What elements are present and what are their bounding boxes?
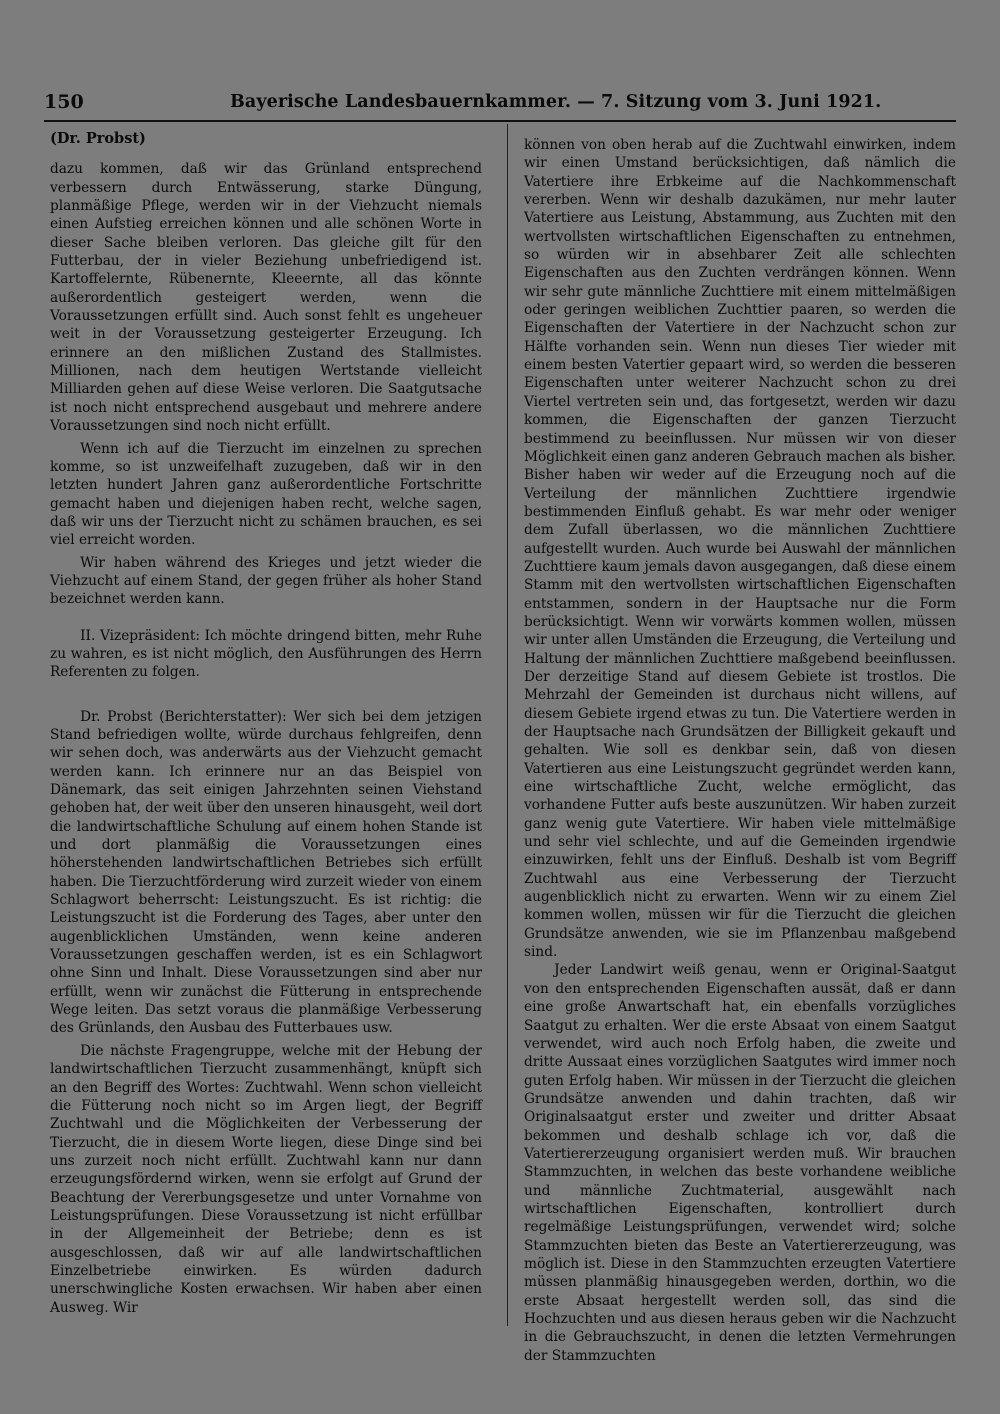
- paragraph: Wir haben während des Krieges und jetzt wieder die Viehzucht auf einem Stand, der gegen früher als hoher Stand bezeichnet werden kann.: [50, 554, 482, 608]
- column-divider: [507, 124, 508, 1326]
- paragraph: Wenn ich auf die Tierzucht im einzelnen zu sprechen komme, so ist unzweifelhaft zuzugeben, daß wir in den letzten hundert Jahren ganz außerordentliche Fortschritte gemacht haben und diejenigen haben recht, welche sagen, daß wir uns der Tierzucht nicht zu schämen brauchen, es sei viel erreicht worden.: [50, 440, 482, 549]
- paragraph: dazu kommen, daß wir das Grünland entsprechend verbessern durch Entwässerung, starke Düngung, planmäßige Pflege, werden wir in der Viehzucht niemals einen Aufstieg erreichen können und alle schönen Worte in dieser Sache bleiben verloren. Das gleiche gilt für den Futterbau, der in vieler Beziehung unbefriedigend ist. Kartoffelernte, Rübenernte, Kleeernte, all das könnte außerordentlich gesteigert werden, wenn die Voraussetzungen erfüllt sind. Auch sonst fehlt es ungeheuer weit in der Voraussetzung gesteigerter Erzeugung. Ich erinnere an den mißlichen Zustand des Stallmistes. Millionen, nach dem heutigen Wertstande vielleicht Milliarden gehen auf diese Weise verloren. Die Saatgutsache ist noch nicht entsprechend ausgebaut und mehrere andere Voraussetzungen sind noch nicht erfüllt.: [50, 161, 482, 435]
- running-header: Bayerische Landesbauernkammer. — 7. Sitzung vom 3. Juni 1921.: [230, 92, 882, 112]
- right-column: [524, 136, 956, 1365]
- paragraph: Die nächste Fragengruppe, welche mit der Hebung der landwirtschaftlichen Tierzucht zusammenhängt, knüpft sich an den Begriff des Wortes: Zuchtwahl. Wenn schon vielleicht die Fütterung noch nicht so im Argen liegt, der Begriff Zuchtwahl und die Möglichkeiten der Verbesserung der Tierzucht, die in diesem Worte liegen, diese Dinge sind bei uns zurzeit noch nicht erfüllt. Zuchtwahl kann nur dann erzeugungsfördernd wirken, wenn sie erfolgt auf Grund der Beachtung der Vererbungsgesetze und unter Vornahme von Leistungsprüfungen. Diese Voraussetzung ist nicht erfüllbar in der Allgemeinheit der Betriebe; denn es ist ausgeschlossen, daß wir auf alle landwirtschaftlichen Einzelbetriebe einwirken. Es würden dadurch unerschwingliche Kosten erwachsen. Wir haben aber einen Ausweg. Wir: [50, 1042, 482, 1316]
- paragraph: Jeder Landwirt weiß genau, wenn er Original-Saatgut von den entsprechenden Eigenschaften aussät, daß er dann eine große Anwartschaft hat, ein ebenfalls vorzügliches Saatgut zu erhalten. Wer die erste Absaat von einem Saatgut verwendet, wird auch noch Erfolg haben, die zweite und dritte Aussaat eines vorzüglichen Saatgutes wird immer noch guten Erfolg haben. Wir müssen in der Tierzucht die gleichen Grundsätze anwenden und dahin trachten, daß wir Originalsaatgut erster und zweiter und dritter Absaat bekommen und deshalb schlage ich vor, daß die Vatertiererzeugung organisiert werden muß. Wir brauchen Stammzuchten, in welchen das beste vorhandene weibliche und männliche Zuchtmaterial, ausgewählt nach wirtschaftlichen Eigenschaften, kontrolliert durch regelmäßige Leistungsprüfungen, verwendet wird; solche Stammzuchten bieten das Beste an Vatertiererzeugung, was möglich ist. Diese in den Stammzuchten erzeugten Vatertiere müssen planmäßig hinausgegeben werden, dorthin, wo die erste Absaat hergestellt werden soll, das sind die Hochzuchten und aus diesen heraus geben wir die Nachzucht in die Gebrauchszucht, in denen die letzten Vermehrungen der Stammzuchten: [524, 962, 956, 1364]
- header-rule: [44, 120, 956, 122]
- paragraph-vice-president: II. Vizepräsident: Ich möchte dringend bitten, mehr Ruhe zu wahren, es ist nicht möglich, den Ausführungen des Herrn Referenten zu folgen.: [50, 627, 482, 681]
- speaker-tag: (Dr. Probst): [50, 130, 146, 147]
- left-column: [50, 130, 482, 1317]
- paragraph: können von oben herab auf die Zuchtwahl einwirken, indem wir einen Umstand berücksichtigen, daß nämlich die Vatertiere ihre Erbkeime auf die Nachkommenschaft vererben. Wenn wir deshalb dazukämen, nur mehr lauter Vatertiere aus Leistung, Abstammung, aus Zuchten mit den wertvollsten wirtschaftlichen Eigenschaften zu entnehmen, so würden wir in absehbarer Zeit alle schlechten Eigenschaften aus den Zuchten verdrängen können. Wenn wir sehr gute männliche Zuchttiere mit einem mittelmäßigen oder geringen weiblichen Zuchttier paaren, so werden die Eigenschaften der Vatertiere in der Nachzucht schon zur Hälfte vorhanden sein. Wenn nun dieses Tier wieder mit einem besten Vatertier gepaart wird, so werden die besseren Eigenschaften unter weiterer Nachzucht schon zu drei Viertel vertreten sein und, das fortgesetzt, werden wir dazu kommen, die Eigenschaften der ganzen Tierzucht bestimmend zu beeinflussen. Nur müssen wir von dieser Möglichkeit einen ganz anderen Gebrauch machen als bisher. Bisher haben wir weder auf die Erzeugung noch auf die Verteilung der männlichen Zuchttiere irgendwie bestimmenden Einfluß gehabt. Es war mehr oder weniger dem Zufall überlassen, wo die männlichen Zuchttiere aufgestellt wurden. Auch wurde bei Auswahl der männlichen Zuchttiere kaum jemals davon ausgegangen, daß diese einem Stamm mit den wertvollsten wirtschaftlichen Eigenschaften entstammen, sondern in der Hauptsache nur die Form berücksichtigt. Wenn wir vorwärts kommen wollen, müssen wir unter allen Umständen die Erzeugung, die Verteilung und Haltung der männlichen Zuchttiere maßgebend beeinflussen. Der derzeitige Stand auf diesem Gebiete ist trostlos. Die Mehrzahl der Gemeinden ist durchaus nicht willens, auf diesem Gebiete irgend etwas zu tun. Die Vatertiere werden in der Hauptsache nach Grundsätzen der Billigkeit gekauft und gehalten. Wie soll es denkbar sein, daß von diesen Vatertieren aus eine Leistungszucht gegründet werden kann, eine wirtschaftliche Zucht, welche ermöglicht, das vorhandene Futter aufs beste auszunützen. Wir haben zurzeit ganz wenig gute Vatertiere. Wir haben viele mittelmäßige und sehr viel schlechte, und auf die Gemeinden irgendwie einzuwirken, fehlt uns der Einfluß. Deshalb ist vom Begriff Zuchtwahl aus eine Verbesserung der Tierzucht augenblicklich nicht zu erwarten. Wenn wir zu einem Ziel kommen wollen, müssen wir für die Tierzucht die gleichen Grundsätze anwenden, wie sie im Pflanzenbau maßgebend sind.: [524, 137, 956, 961]
- paragraph-dr-probst: Dr. Probst (Berichterstatter): Wer sich bei dem jetzigen Stand befriedigen wollte, würde durchaus fehlgreifen, denn wir sehen doch, was anderwärts aus der Viehzucht gemacht werden kann. Ich erinnere nur an das Beispiel von Dänemark, das seit einigen Jahrzehnten seinen Viehstand gehoben hat, der weit über den unseren hinausgeht, weil dort die landwirtschaftliche Schulung auf einem hohen Stande ist und dort planmäßig die Voraussetzungen eines höherstehenden landwirtschaftlichen Betriebes sich erfüllt haben. Die Tierzuchtförderung wird zurzeit wieder von einem Schlagwort beherrscht: Leistungszucht. Es ist richtig: die Leistungszucht ist die Forderung des Tages, aber unter den augenblicklichen Umständen, wenn keine anderen Voraussetzungen geschaffen werden, ist es ein Schlagwort ohne Sinn und Inhalt. Diese Voraussetzungen sind aber nur erfüllt, wenn wir zunächst die Fütterung in entsprechende Wege leiten. Das setzt voraus die planmäßige Verbesserung des Grünlands, den Ausbau des Futterbaues usw.: [50, 708, 482, 1037]
- page-number: 150: [44, 91, 84, 113]
